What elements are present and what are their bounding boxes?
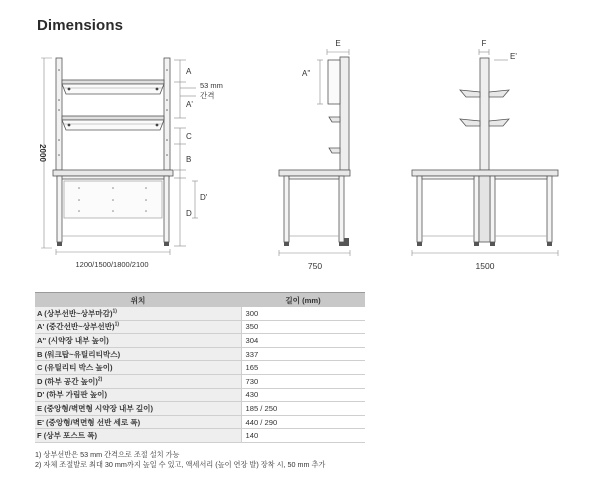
row-position: F (상부 포스트 폭) (35, 429, 241, 443)
dim-label-d-prime: D' (200, 193, 208, 202)
dim-label-c: C (186, 132, 192, 141)
row-position: A'' (시약장 내부 높이) (35, 334, 241, 348)
row-length: 304 (241, 334, 365, 348)
side-top-label: E (335, 39, 341, 48)
table-row (35, 429, 365, 443)
header-length: 길이 (mm) (241, 293, 365, 308)
page-title: Dimensions (37, 17, 124, 34)
table-row (35, 334, 365, 348)
table-row (35, 402, 365, 416)
row-length: 300 (241, 307, 365, 320)
rear-width-label: 1500 (475, 261, 495, 271)
front-view (41, 58, 198, 255)
row-position: E (중앙형/벽면형 시약장 내부 깊이) (35, 402, 241, 416)
dimensions-table (35, 292, 365, 443)
dim-label-b: B (186, 155, 192, 164)
front-height-label: 2000 (38, 144, 47, 162)
row-position: A' (중간선반~상부선반)$^{1)}$ (35, 320, 241, 334)
row-length: 337 (241, 347, 365, 361)
row-length: 165 (241, 361, 365, 375)
table-row (35, 415, 365, 429)
table-row (35, 307, 365, 320)
table-row (35, 361, 365, 375)
rear-e-prime-label: E' (510, 52, 517, 61)
header-position: 위치 (35, 293, 241, 308)
row-position: A (상부선반~상부마감)$^{1)}$ (35, 307, 241, 320)
dim-label-a: A (186, 67, 192, 76)
row-position: B (워크탑~유틸리티박스) (35, 347, 241, 361)
table-row (35, 320, 365, 334)
front-width-label: 1200/1500/1800/2100 (75, 260, 149, 269)
row-position: D' (하부 가림판 높이) (35, 388, 241, 402)
row-length: 430 (241, 388, 365, 402)
side-view (279, 49, 350, 256)
row-length: 350 (241, 320, 365, 334)
row-length: 185 / 250 (241, 402, 365, 416)
gap-unit: 간격 (200, 91, 215, 100)
row-position: C (유틸리티 박스 높이) (35, 361, 241, 375)
row-length: 730 (241, 374, 365, 388)
side-width-label: 750 (307, 261, 323, 271)
rear-view (412, 49, 558, 256)
row-position: E' (중앙형/벽면형 선반 세로 폭) (35, 415, 241, 429)
footnotes (35, 450, 325, 469)
dim-label-a-prime: A' (186, 100, 193, 109)
footnote-1: 1) 상부선반은 53 mm 간격으로 조절 설치 가능 (35, 450, 180, 459)
table-row (35, 374, 365, 388)
row-length: 140 (241, 429, 365, 443)
table-header-row (35, 293, 365, 308)
rear-top-label: F (481, 39, 487, 48)
gap-value: 53 mm (200, 81, 223, 90)
row-position: D (하부 공간 높이)$^{2)}$ (35, 374, 241, 388)
row-length: 440 / 290 (241, 415, 365, 429)
footnote-2: 2) 자체 조절발로 최대 30 mm까지 높일 수 있고, 액세서리 (높이 연장 발) 장착 시, 50 mm 추가 (35, 459, 326, 469)
table-row (35, 388, 365, 402)
side-a2-label: A'' (302, 69, 311, 78)
dim-label-d: D (186, 209, 192, 218)
table-row (35, 347, 365, 361)
